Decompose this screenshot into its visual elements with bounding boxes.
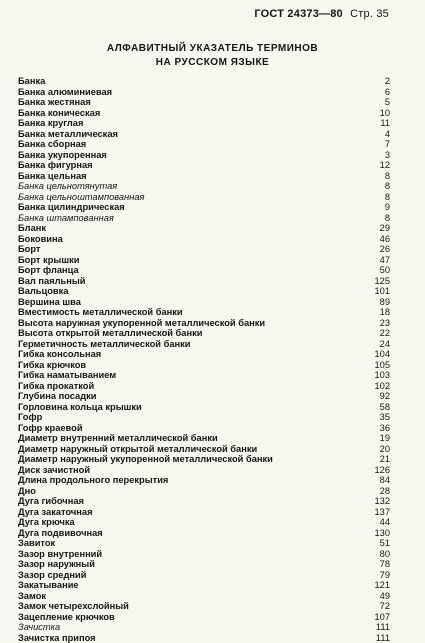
index-number: 125	[368, 276, 390, 287]
index-term: Завиток	[18, 538, 55, 549]
index-term: Длина продольного перекрытия	[18, 475, 168, 486]
index-term: Зазор внутренний	[18, 549, 102, 560]
index-entry	[18, 444, 390, 455]
index-term: Банка жестяная	[18, 97, 91, 108]
index-number: 130	[368, 528, 390, 539]
index-term: Дуга крючка	[18, 517, 75, 528]
index-term: Высота открытой металлической банки	[18, 328, 202, 339]
index-entry	[18, 97, 390, 108]
index-entry	[18, 129, 390, 140]
index-number: 26	[368, 244, 390, 255]
index-entry	[18, 265, 390, 276]
index-number: 104	[368, 349, 390, 360]
index-number: 36	[368, 423, 390, 434]
index-term: Зачистка припоя	[18, 633, 96, 643]
index-number: 101	[368, 286, 390, 297]
index-entry	[18, 76, 390, 87]
index-entry	[18, 591, 390, 602]
index-number: 9	[368, 202, 390, 213]
index-number: 50	[368, 265, 390, 276]
index-number: 51	[368, 538, 390, 549]
index-entry	[18, 475, 390, 486]
index-term: Банка цилиндрическая	[18, 202, 125, 213]
index-number: 126	[368, 465, 390, 476]
index-number: 47	[368, 255, 390, 266]
index-entry	[18, 570, 390, 581]
index-number: 89	[368, 297, 390, 308]
index-term: Диаметр наружный открытой металлической банки	[18, 444, 257, 455]
title-line-1: АЛФАВИТНЫЙ УКАЗАТЕЛЬ ТЕРМИНОВ	[0, 42, 425, 56]
index-entry	[18, 318, 390, 329]
index-entry	[18, 559, 390, 570]
index-term: Боковина	[18, 234, 63, 245]
index-number: 111	[368, 633, 390, 643]
index-number: 8	[368, 171, 390, 182]
index-number: 46	[368, 234, 390, 245]
index-entry	[18, 549, 390, 560]
index-term: Банка укупоренная	[18, 150, 107, 161]
index-entry	[18, 402, 390, 413]
index-term: Вместимость металлической банки	[18, 307, 183, 318]
index-entry	[18, 150, 390, 161]
index-term: Зазор наружный	[18, 559, 95, 570]
index-entry	[18, 580, 390, 591]
index-number: 72	[368, 601, 390, 612]
index-term: Глубина посадки	[18, 391, 96, 402]
index-entry	[18, 328, 390, 339]
index-term: Зачистка	[18, 622, 60, 633]
index-number: 21	[368, 454, 390, 465]
index-entry	[18, 360, 390, 371]
term-index-list	[18, 76, 390, 643]
index-entry	[18, 244, 390, 255]
index-term: Дуга подвивочная	[18, 528, 103, 539]
index-number: 3	[368, 150, 390, 161]
index-term: Гибка крючков	[18, 360, 86, 371]
index-entry	[18, 391, 390, 402]
index-number: 20	[368, 444, 390, 455]
index-term: Банка	[18, 76, 45, 87]
index-term: Вальцовка	[18, 286, 68, 297]
index-number: 19	[368, 433, 390, 444]
index-term: Высота наружная укупоренной металлической банки	[18, 318, 265, 329]
index-entry	[18, 255, 390, 266]
index-entry	[18, 517, 390, 528]
index-term: Гофр	[18, 412, 42, 423]
index-number: 84	[368, 475, 390, 486]
index-number: 5	[368, 97, 390, 108]
index-term: Зазор средний	[18, 570, 86, 581]
index-entry	[18, 160, 390, 171]
index-number: 78	[368, 559, 390, 570]
index-entry	[18, 223, 390, 234]
index-number: 80	[368, 549, 390, 560]
index-term: Диск зачистной	[18, 465, 90, 476]
index-number: 105	[368, 360, 390, 371]
page-number: Стр. 35	[350, 8, 389, 20]
index-entry	[18, 171, 390, 182]
index-term: Зацепление крючков	[18, 612, 115, 623]
index-entry	[18, 528, 390, 539]
index-number: 79	[368, 570, 390, 581]
index-term: Горловина кольца крышки	[18, 402, 142, 413]
index-term: Банка штампованная	[18, 213, 114, 224]
index-entry	[18, 370, 390, 381]
index-entry	[18, 307, 390, 318]
index-number: 102	[368, 381, 390, 392]
index-entry	[18, 192, 390, 203]
index-number: 8	[368, 181, 390, 192]
index-entry	[18, 181, 390, 192]
index-number: 4	[368, 129, 390, 140]
index-term: Банка цельноштампованная	[18, 192, 144, 203]
index-term: Банка коническая	[18, 108, 100, 119]
index-term: Борт крышки	[18, 255, 79, 266]
index-term: Борт фланца	[18, 265, 79, 276]
index-number: 137	[368, 507, 390, 518]
index-term: Диаметр внутренний металлической банки	[18, 433, 218, 444]
page-title	[0, 42, 425, 70]
index-entry	[18, 297, 390, 308]
index-entry	[18, 339, 390, 350]
index-number: 22	[368, 328, 390, 339]
index-term: Гибка наматыванием	[18, 370, 116, 381]
index-number: 11	[368, 118, 390, 129]
index-number: 132	[368, 496, 390, 507]
index-term: Замок	[18, 591, 46, 602]
index-number: 35	[368, 412, 390, 423]
index-entry	[18, 202, 390, 213]
index-entry	[18, 234, 390, 245]
index-entry	[18, 538, 390, 549]
index-entry	[18, 601, 390, 612]
index-entry	[18, 87, 390, 98]
index-term: Вершина шва	[18, 297, 81, 308]
index-term: Гофр краевой	[18, 423, 83, 434]
index-entry	[18, 633, 390, 643]
index-term: Гибка консольная	[18, 349, 101, 360]
index-term: Банка цельная	[18, 171, 87, 182]
standard-number: ГОСТ 24373—80	[254, 8, 343, 20]
index-entry	[18, 486, 390, 497]
index-term: Гибка прокаткой	[18, 381, 94, 392]
index-term: Банка сборная	[18, 139, 86, 150]
index-entry	[18, 412, 390, 423]
index-entry	[18, 139, 390, 150]
index-number: 24	[368, 339, 390, 350]
index-entry	[18, 423, 390, 434]
index-number: 44	[368, 517, 390, 528]
index-number: 2	[368, 76, 390, 87]
index-number: 8	[368, 213, 390, 224]
index-number: 29	[368, 223, 390, 234]
index-term: Дно	[18, 486, 36, 497]
index-term: Банка фигурная	[18, 160, 93, 171]
index-term: Банка алюминиевая	[18, 87, 112, 98]
index-entry	[18, 612, 390, 623]
index-entry	[18, 381, 390, 392]
index-entry	[18, 286, 390, 297]
index-term: Борт	[18, 244, 40, 255]
index-number: 58	[368, 402, 390, 413]
index-number: 6	[368, 87, 390, 98]
index-entry	[18, 118, 390, 129]
index-number: 12	[368, 160, 390, 171]
index-number: 107	[368, 612, 390, 623]
index-number: 103	[368, 370, 390, 381]
index-entry	[18, 622, 390, 633]
index-number: 18	[368, 307, 390, 318]
page-header	[254, 8, 389, 20]
index-entry	[18, 213, 390, 224]
index-term: Дуга гибочная	[18, 496, 84, 507]
index-entry	[18, 465, 390, 476]
index-entry	[18, 349, 390, 360]
index-number: 23	[368, 318, 390, 329]
index-number: 7	[368, 139, 390, 150]
index-term: Вал паяльный	[18, 276, 85, 287]
index-term: Закатывание	[18, 580, 79, 591]
index-term: Банка цельнотянутая	[18, 181, 117, 192]
index-term: Герметичность металлической банки	[18, 339, 191, 350]
index-entry	[18, 496, 390, 507]
index-number: 8	[368, 192, 390, 203]
index-term: Диаметр наружный укупоренной металлической банки	[18, 454, 273, 465]
index-entry	[18, 507, 390, 518]
index-entry	[18, 108, 390, 119]
index-number: 10	[368, 108, 390, 119]
index-number: 121	[368, 580, 390, 591]
index-term: Банка металлическая	[18, 129, 118, 140]
index-number: 49	[368, 591, 390, 602]
index-number: 28	[368, 486, 390, 497]
index-term: Дуга закаточная	[18, 507, 93, 518]
index-term: Замок четырехслойный	[18, 601, 129, 612]
index-term: Бланк	[18, 223, 46, 234]
index-term: Банка круглая	[18, 118, 83, 129]
index-number: 111	[368, 622, 390, 633]
index-entry	[18, 276, 390, 287]
title-line-2: НА РУССКОМ ЯЗЫКЕ	[0, 56, 425, 70]
index-number: 92	[368, 391, 390, 402]
index-entry	[18, 454, 390, 465]
index-entry	[18, 433, 390, 444]
